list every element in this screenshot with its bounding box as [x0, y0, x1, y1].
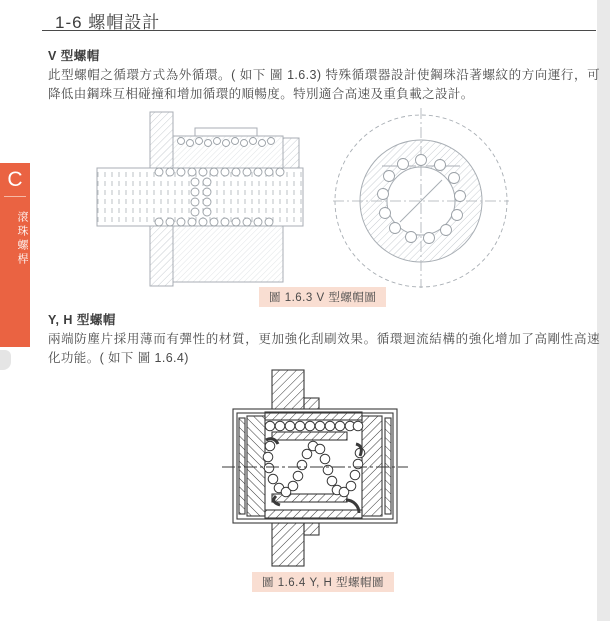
- figure-caption-164: 圖 1.6.4 Y, H 型螺帽圖: [252, 572, 394, 592]
- figure-v-nut-end-view: [330, 106, 510, 290]
- figure-v-nut-section: [95, 108, 305, 290]
- section-body-v: 此型螺帽之循環方式為外循環。( 如下 圖 1.6.3) 特殊循環器設計使鋼珠沿著螺紋的方向運行，可降低由鋼珠互相碰撞和增加循環的順暢度。特別適合高速及重負載之設計。: [48, 68, 600, 101]
- figure-caption-163: 圖 1.6.3 V 型螺帽圖: [259, 287, 386, 307]
- page-title: 1-6 螺帽設計: [55, 13, 161, 32]
- section-heading-yh: Y, H 型螺帽: [48, 313, 116, 327]
- section-heading-v: V 型螺帽: [48, 49, 100, 63]
- title-rule: [42, 30, 596, 31]
- chapter-label: 滾珠螺桿: [16, 211, 28, 267]
- section-body-yh: 兩端防塵片採用薄而有彈性的材質，更加強化刮刷效果。循環迴流結構的強化增加了高剛性高速化功能。( 如下 圖 1.6.4): [48, 332, 600, 365]
- chapter-letter: C: [7, 168, 23, 191]
- figure-yh-nut-section: [222, 368, 408, 568]
- scan-artifact: [0, 350, 11, 370]
- chapter-tab[interactable]: [0, 163, 30, 347]
- chapter-tab-divider: [4, 196, 26, 197]
